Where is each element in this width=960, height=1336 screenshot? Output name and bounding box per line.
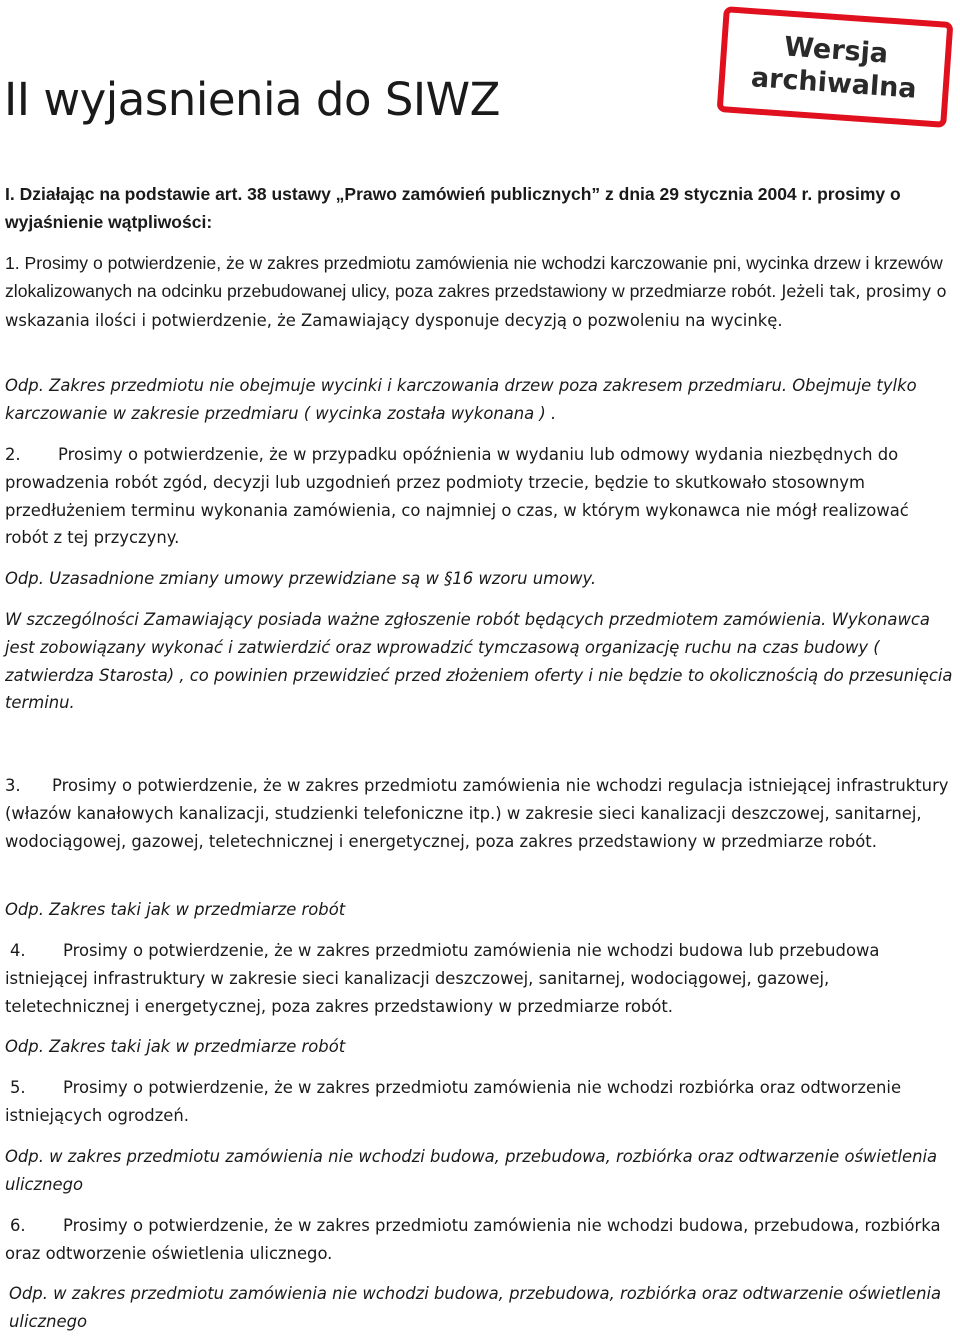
answer-3: Odp. Zakres taki jak w przedmiarze robót <box>5 900 346 919</box>
question-2 <box>5 441 957 552</box>
answer-5: Odp. w zakres przedmiotu zamówienia nie wchodzi budowa, przebudowa, rozbiórka oraz odtwarzenie oświetlenia ulicznego <box>5 1147 938 1194</box>
question-3-text: Prosimy o potwierdzenie, że w zakres przedmiotu zamówienia nie wchodzi regulacja istniejącej infrastruktury (włazów kanałowych kanalizacji, studzienki telefoniczne itp.) w zakresie sieci kanalizacji deszczowej, sanitarnej, wodociągowej, gazowej, teletechnicznej i energetycznej, poza zakres przedstawiony w przedmiarze robót. <box>5 776 949 851</box>
question-1-part-b: Jeżeli tak, prosimy o wskazania ilości i potwierdzenie, że Zamawiający dysponuje decyzją o pozwoleniu na wycinkę. <box>5 282 947 330</box>
question-5-number: 5. <box>10 1078 26 1097</box>
answer-6: Odp. w zakres przedmiotu zamówienia nie wchodzi budowa, przebudowa, rozbiórka oraz odtwarzenie oświetlenia ulicznego <box>9 1284 942 1331</box>
intro-paragraph: I. Działając na podstawie art. 38 ustawy „Prawo zamówień publicznych” z dnia 29 stycznia 2004 r. prosimy o wyjaśnienie wątpliwości: <box>5 184 901 232</box>
answer-2: Odp. Uzasadnione zmiany umowy przewidziane są w §16 wzoru umowy. <box>5 569 597 588</box>
stamp-line-1: Wersja <box>783 31 890 70</box>
answer-1: Odp. Zakres przedmiotu nie obejmuje wycinki i karczowania drzew poza zakresem przedmiaru. Obejmuje tylko karczowanie w zakresie przedmiaru ( wycinka została wykonana ) . <box>5 376 917 423</box>
question-6 <box>5 1212 957 1268</box>
question-5 <box>5 1074 957 1130</box>
question-4-number: 4. <box>10 941 26 960</box>
question-5-text: Prosimy o potwierdzenie, że w zakres przedmiotu zamówienia nie wchodzi rozbiórka oraz odtworzenie istniejących ogrodzeń. <box>5 1078 902 1125</box>
page-title: II wyjasnienia do SIWZ <box>4 73 500 126</box>
question-4 <box>5 937 957 1020</box>
stamp-line-2: archiwalna <box>750 62 918 105</box>
question-2-number: 2. <box>5 445 21 464</box>
question-1 <box>5 249 955 335</box>
archive-stamp <box>717 6 954 128</box>
question-3 <box>5 772 957 855</box>
answer-4: Odp. Zakres taki jak w przedmiarze robót <box>5 1037 346 1056</box>
question-6-text: Prosimy o potwierdzenie, że w zakres przedmiotu zamówienia nie wchodzi budowa, przebudowa, rozbiórka oraz odtworzenie oświetlenia ulicznego. <box>5 1216 941 1263</box>
question-4-text: Prosimy o potwierdzenie, że w zakres przedmiotu zamówienia nie wchodzi budowa lub przebudowa istniejącej infrastruktury w zakresie sieci kanalizacji deszczowej, sanitarnej, wodociągowej, gazowej, teletechnicznej i energetycznej, poza zakres przedstawiony w przedmiarze robót. <box>5 941 880 1016</box>
question-1-part-a: 1. Prosimy o potwierdzenie, że w zakres przedmiotu zamówienia nie wchodzi karczowanie pni, wycinka drzew i krzewów zlokalizowanych na odcinku przebudowanej ulicy, poza zakres przedstawiony w przedmiarze robót. <box>5 253 943 301</box>
answer-2-details: W szczególności Zamawiający posiada ważne zgłoszenie robót będących przedmiotem zamówienia. Wykonawca jest zobowiązany wykonać i zatwierdzić oraz wprowadzić tymczasową organizację ruchu na czas budowy ( zatwierdza Starosta) , co powinien przewidzieć przed złożeniem oferty i nie będzie to okolicznością do przesunięcia terminu. <box>5 610 953 713</box>
question-2-text: Prosimy o potwierdzenie, że w przypadku opóźnienia w wydaniu lub odmowy wydania niezbędnych do prowadzenia robót zgód, decyzji lub uzgodnień przez podmioty trzecie, będzie to skutkowało stosownym przedłużeniem terminu wykonania zamówienia, co najmniej o czas, w którym wykonawca nie mógł realizować robót z tej przyczyny. <box>5 445 909 548</box>
question-3-number: 3. <box>5 776 21 795</box>
question-6-number: 6. <box>10 1216 26 1235</box>
